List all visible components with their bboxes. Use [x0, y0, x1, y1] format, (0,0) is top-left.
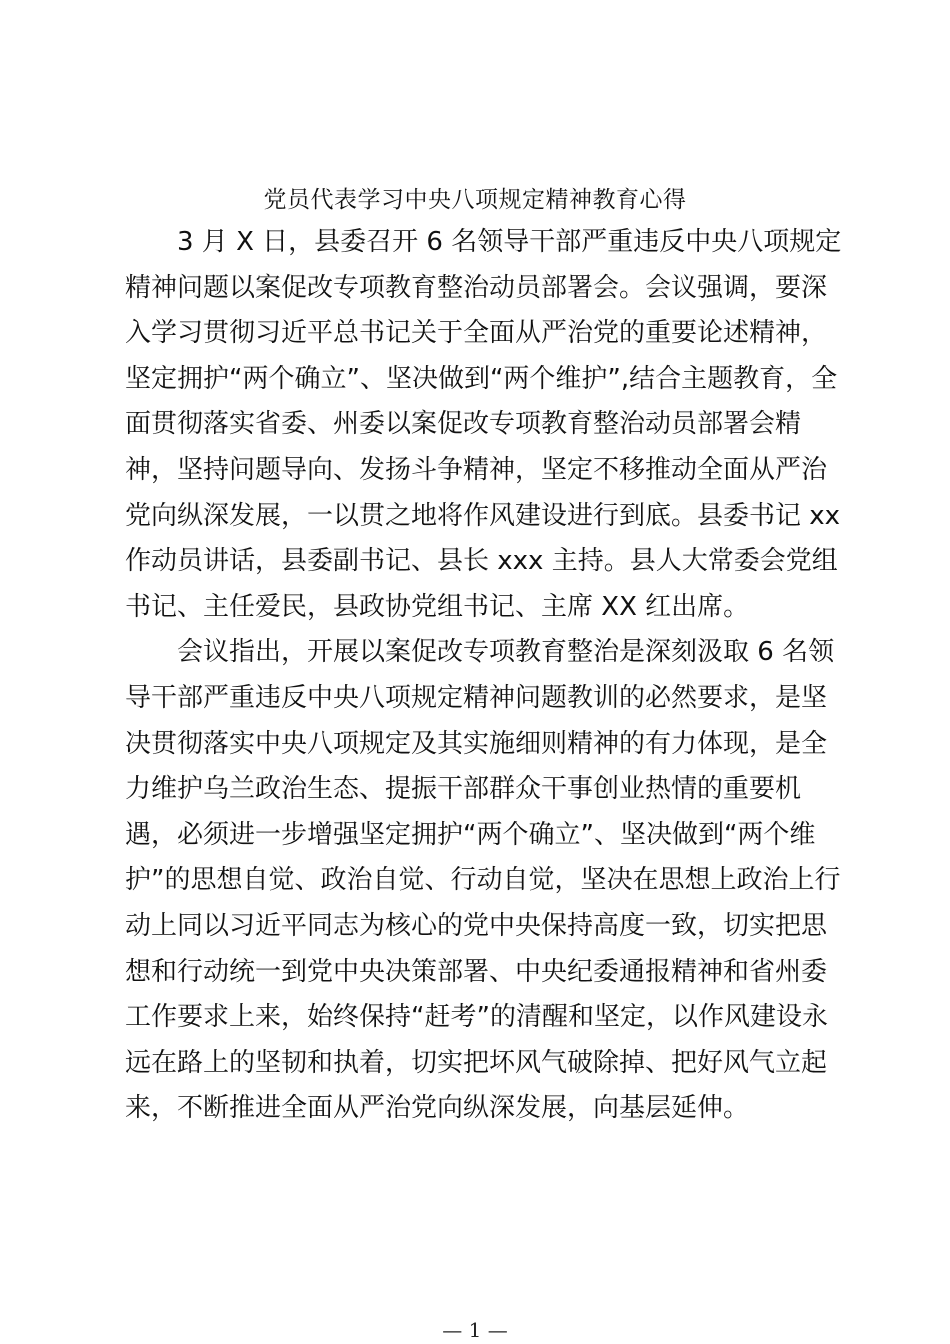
paragraph-line: 作动员讲话，县委副书记、县长 xxx 主持。县人大常委会党组: [125, 546, 838, 577]
paragraph-line: 护”的思想自觉、政治自觉、行动自觉，坚决在思想上政治上行: [125, 865, 841, 896]
paragraph-line: 远在路上的坚韧和执着，切实把坏风气破除掉、把好风气立起: [125, 1047, 828, 1078]
paragraph-line: 神，坚持问题导向、发扬斗争精神，坚定不移推动全面从严治: [125, 454, 828, 485]
paragraph-line: 面贯彻落实省委、州委以案促改专项教育整治动员部署会精: [125, 409, 802, 440]
paragraph-line: 导干部严重违反中央八项规定精神问题教训的必然要求，是坚: [125, 682, 828, 713]
paragraph-line: 遇，必须进一步增强坚定拥护“两个确立”、坚决做到“两个维: [125, 819, 816, 850]
paragraph-line: 书记、主任爱民，县政协党组书记、主席 XX 红出席。: [125, 591, 750, 622]
paragraph-line: 来，不断推进全面从严治党向纵深发展，向基层延伸。: [125, 1093, 750, 1124]
document-body: [125, 220, 842, 1132]
paragraph-line: 党向纵深发展，一以贯之地将作风建设进行到底。县委书记 xx: [125, 500, 841, 531]
paragraph-line: 力维护乌兰政治生态、提振干部群众干事创业热情的重要机: [125, 774, 802, 805]
paragraph-line: 3 月 X 日，县委召开 6 名领导干部严重违反中央八项规定: [177, 227, 842, 257]
paragraph-line: 决贯彻落实中央八项规定及其实施细则精神的有力体现，是全: [125, 728, 828, 759]
paragraph-1: [125, 220, 842, 630]
page-number: — 1 —: [442, 1318, 508, 1342]
paragraph-line: 坚定拥护“两个确立”、坚决做到“两个维护”,结合主题教育，全: [125, 363, 838, 394]
paragraph-line: 想和行动统一到党中央决策部署、中央纪委通报精神和省州委: [125, 956, 828, 987]
paragraph-line: 动上同以习近平同志为核心的党中央保持高度一致，切实把思: [125, 910, 828, 941]
paragraph-line: 工作要求上来，始终保持“赶考”的清醒和坚定，以作风建设永: [125, 1002, 828, 1033]
paragraph-line: 精神问题以案促改专项教育整治动员部署会。会议强调，要深: [125, 272, 828, 303]
paragraph-2: [125, 630, 841, 1132]
paragraph-line: 入学习贯彻习近平总书记关于全面从严治党的重要论述精神，: [125, 318, 828, 349]
paragraph-line: 会议指出，开展以案促改专项教育整治是深刻汲取 6 名领: [177, 637, 835, 668]
document-title: 党员代表学习中央八项规定精神教育心得: [263, 187, 687, 213]
